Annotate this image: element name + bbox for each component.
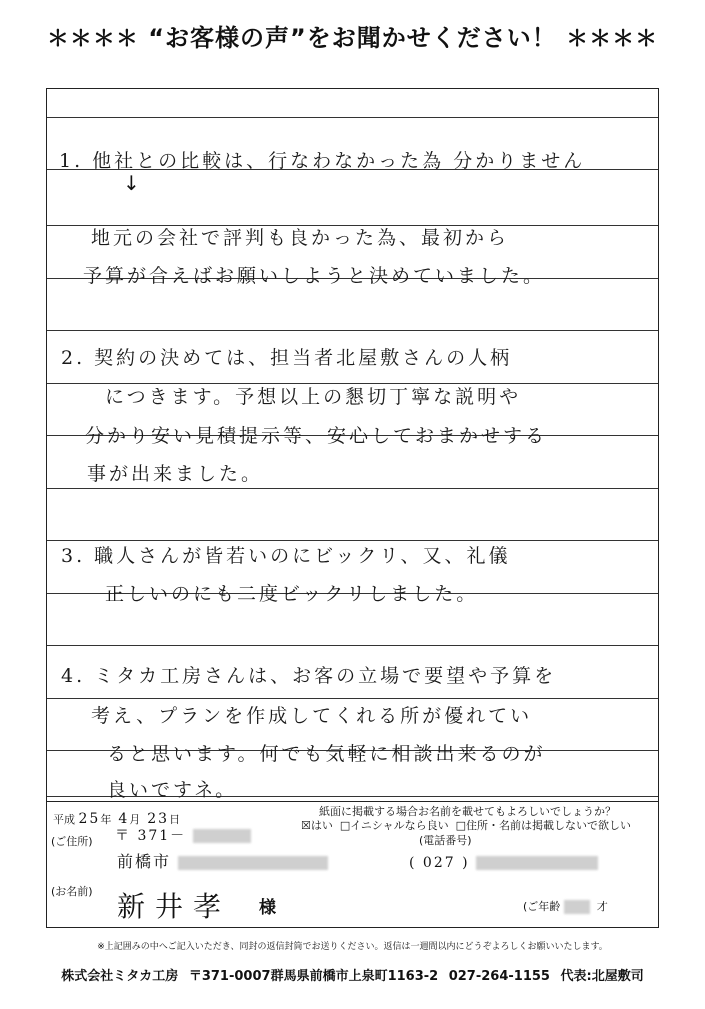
comment-1-line-1: 1. 他社との比較は、行なわなかった為 分かりません — [59, 150, 586, 172]
publish-question: 紙面に掲載する場合お名前を載せてもよろしいでしょうか？ — [319, 805, 616, 818]
company-phone: 027-264-1155 — [448, 969, 550, 984]
month-value: 4 — [118, 811, 130, 827]
postal-mark: 〒 — [115, 828, 131, 844]
address-city: 前橋市 — [117, 852, 172, 871]
ruled-line — [47, 488, 658, 489]
year-value: 25 — [78, 811, 101, 827]
ruled-line — [47, 645, 658, 646]
customer-name: 新井孝 — [117, 890, 232, 923]
option-initial: イニシャルなら良い — [350, 819, 449, 832]
checkbox-icon[interactable]: □ — [455, 819, 467, 832]
day-value: 23 — [147, 811, 170, 827]
redacted-postal — [193, 829, 251, 843]
address-field — [117, 849, 328, 872]
comment-2-line-4: 事が出来ました。 — [87, 463, 264, 485]
stars-right: ＊＊＊＊ — [566, 27, 659, 52]
comment-4-line-4: 良いですネ。 — [107, 779, 238, 801]
page-title — [0, 18, 705, 53]
ruled-line — [47, 698, 658, 699]
ruled-line — [47, 330, 658, 331]
age-label: (ご年齢 — [523, 900, 561, 913]
phone-area: ( 027 ) — [409, 855, 470, 871]
year-unit: 年 — [100, 813, 112, 826]
company-postal: 〒371-0007 — [188, 969, 271, 984]
company-name: 株式会社ミタカ工房 — [61, 969, 179, 984]
address-label: (ご住所) — [51, 835, 93, 848]
company-address: 群馬県前橋市上泉町1163-2 — [270, 969, 439, 984]
comment-2-line-3: 分かり安い見積提示等、安心しておまかせする — [85, 425, 548, 447]
stars-left: ＊＊＊＊ — [46, 27, 139, 52]
comment-1-line-2: 地元の会社で評判も良かった為、最初から — [91, 227, 510, 249]
comment-2-line-2: につきます。予想以上の懇切丁寧な説明や — [105, 386, 522, 408]
option-yes: はい — [310, 819, 333, 832]
comment-4-line-3: ると思います。何でも気軽に相談出来るのが — [107, 743, 546, 765]
name-label: (お名前) — [51, 885, 93, 898]
company-rep: 代表:北屋敷司 — [560, 969, 644, 984]
postal-code: 371－ — [137, 828, 187, 844]
ruled-line — [47, 117, 658, 118]
postal-field — [115, 825, 251, 845]
return-note: ※上記囲みの中へご記入いただき、同封の返信封筒でお送りください。返信は一週間以内にどうぞよろしくお願いいたします。 — [97, 942, 608, 952]
customer-info-form — [47, 801, 658, 929]
comment-4-line-2: 考え、プランを作成してくれる所が優れてい — [91, 705, 533, 727]
honorific: 様 — [259, 898, 276, 918]
comment-3-line-1: 3. 職人さんが皆若いのにビックリ、又、礼儀 — [61, 545, 511, 567]
comment-1-line-3: 予算が合えばお願いしようと決めていました。 — [83, 265, 546, 287]
checkbox-icon[interactable]: □ — [339, 819, 351, 832]
title-text: “お客様の声”をお聞かせください！ — [148, 24, 557, 52]
comment-sheet — [46, 88, 659, 928]
form-divider — [47, 801, 658, 802]
publish-options — [301, 817, 631, 833]
month-unit: 月 — [129, 813, 141, 826]
age-unit: 才 — [596, 900, 608, 913]
arrow-down-icon: ↓ — [123, 171, 140, 195]
redacted-address — [178, 856, 328, 870]
redacted-age — [564, 900, 590, 914]
phone-field — [409, 855, 598, 871]
comment-3-line-2: 正しいのにも二度ビックリしました。 — [105, 583, 479, 605]
phone-label: (電話番号) — [419, 834, 472, 847]
option-no: 住所・名前は掲載しないで欲しい — [466, 819, 632, 832]
era-label: 平成 — [53, 813, 75, 826]
comment-4-line-1: 4. ミタカ工房さんは、お客の立場で要望や予算を — [61, 665, 557, 687]
day-unit: 日 — [169, 813, 181, 826]
age-field — [523, 898, 608, 914]
company-footer — [0, 965, 705, 984]
comment-2-line-1: 2. 契約の決めては、担当者北屋敷さんの人柄 — [61, 347, 513, 369]
checked-box-icon[interactable]: ☒ — [301, 819, 311, 832]
redacted-phone — [476, 856, 598, 870]
